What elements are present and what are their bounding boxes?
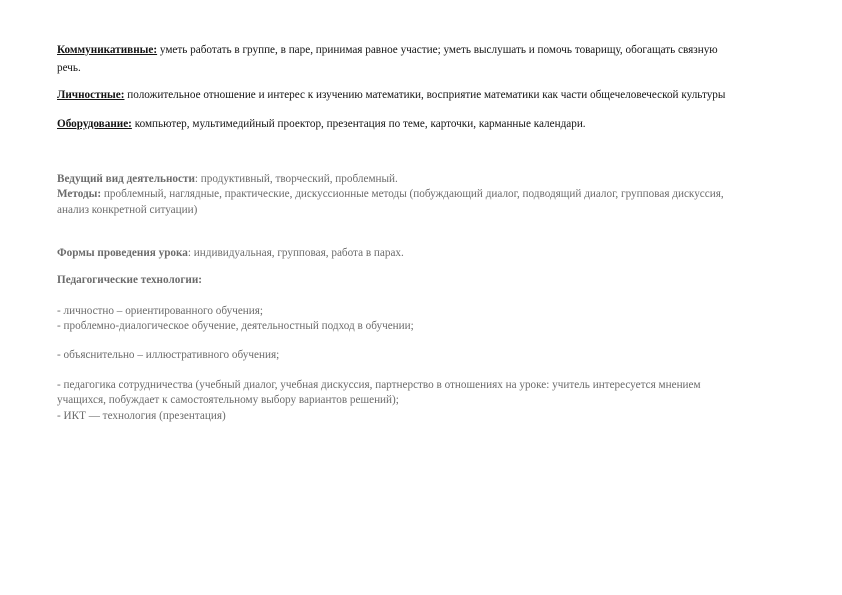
personal-line: [57, 88, 725, 102]
activity-text: : продуктивный, творческий, проблемный.: [194, 173, 398, 185]
equipment-label: Оборудование:: [57, 118, 132, 130]
equipment-line: [57, 117, 586, 131]
methods-line-2: [57, 203, 197, 217]
technology-item: - объяснительно – иллюстративного обучения;: [57, 349, 280, 361]
forms-line: [57, 246, 404, 260]
technology-item: - ИКТ — технология (презентация): [57, 410, 226, 422]
communicative-text-continued: речь.: [57, 62, 81, 74]
methods-text-continued: анализ конкретной ситуации): [57, 204, 198, 216]
methods-line-1: [57, 187, 724, 201]
methods-text: проблемный, наглядные, практические, дискуссионные методы (побуждающий диалог, подводящий диалог, групповая дискуссия,: [101, 188, 724, 200]
technology-item-continued: учащихся, побуждает к самостоятельному выбору вариантов решений);: [57, 394, 399, 406]
personal-label: Личностные:: [57, 89, 125, 101]
technologies-heading-line: [57, 273, 202, 287]
activity-line: [57, 172, 398, 186]
equipment-text: компьютер, мультимедийный проектор, презентация по теме, карточки, карманные календари.: [131, 118, 586, 130]
technology-item: - личностно – ориентированного обучения;: [57, 305, 264, 317]
technology-item: - педагогика сотрудничества (учебный диалог, учебная дискуссия, партнерство в отношениях на уроке: учитель интересуется мнением: [57, 379, 701, 391]
technology-item: - проблемно-диалогическое обучение, деятельностный подход в обучении;: [57, 320, 414, 332]
communicative-text: уметь работать в группе, в паре, принимая равное участие; уметь выслушать и помочь товарищу, обогащать связную: [157, 44, 718, 56]
technologies-heading: Педагогические технологии:: [57, 274, 203, 286]
communicative-line-2: [57, 61, 81, 75]
forms-text: : индивидуальная, групповая, работа в парах.: [187, 247, 404, 259]
personal-text: положительное отношение и интерес к изучению математики, восприятие математики как части общечеловеческой культуры: [124, 89, 726, 101]
activity-label: Ведущий вид деятельности: [57, 173, 195, 185]
communicative-line-1: [57, 43, 718, 57]
communicative-label: Коммуникативные:: [57, 44, 158, 56]
forms-label: Формы проведения урока: [57, 247, 188, 259]
methods-label: Методы:: [57, 188, 102, 200]
